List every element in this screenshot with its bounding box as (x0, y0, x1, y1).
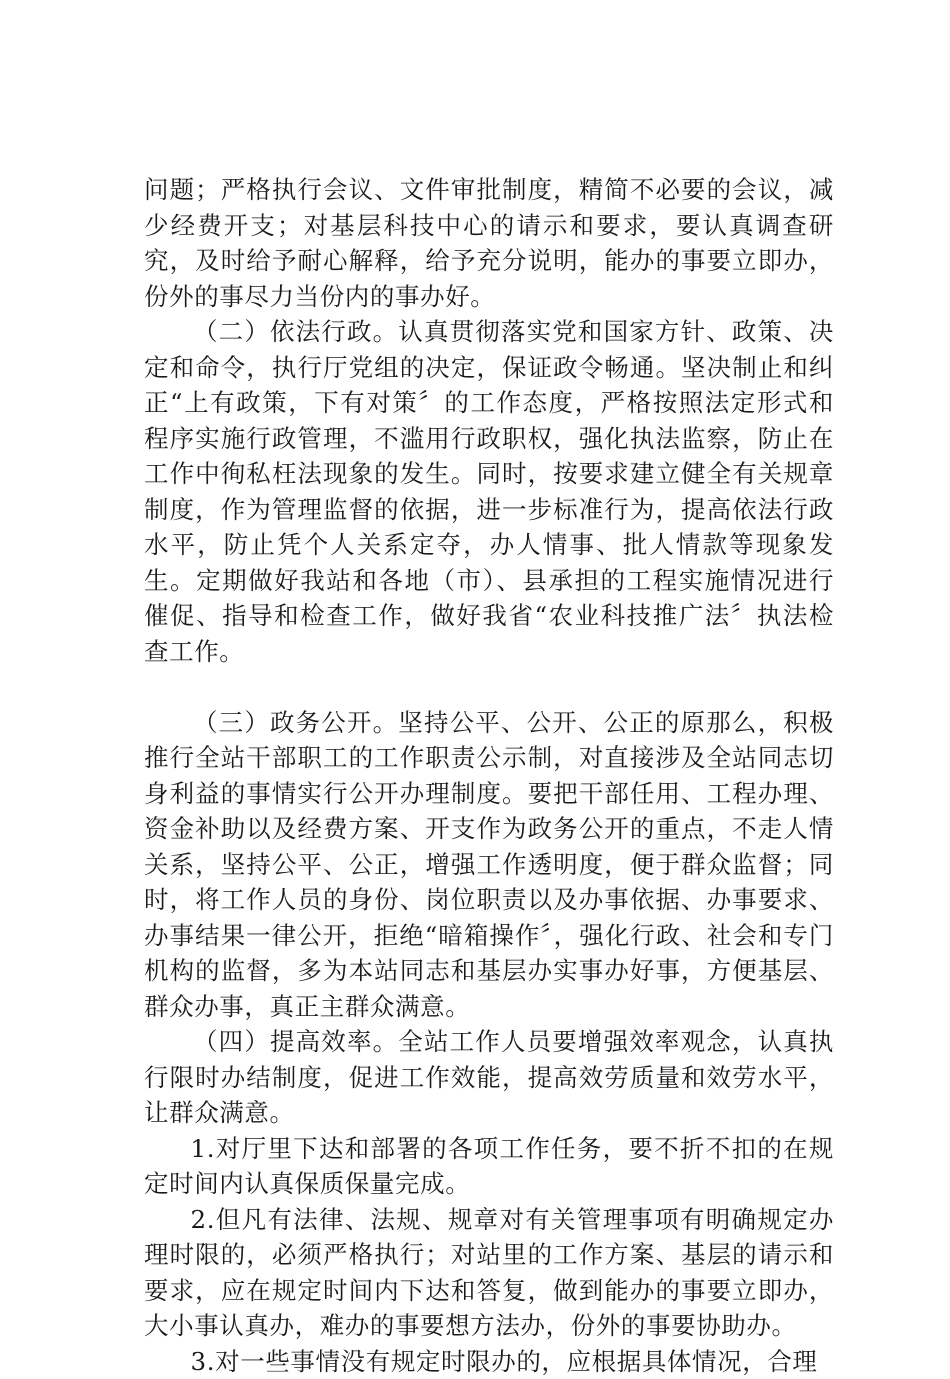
paragraph-government-affairs-openness: （三）政务公开。坚持公平、公开、公正的原那么，积极推行全站干部职工的工作职责公示制，对直接涉及全站同志切身利益的事情实行公开办理制度。要把干部任用、工程办理、资金补助以及经费方案、开支作为政务公开的重点，不走人情关系，坚持公平、公正，增强工作透明度，便于群众监督；同时，将工作人员的身份、岗位职责以及办事依据、办事要求、办事结果一律公开，拒绝“暗箱操作〞，强化行政、社会和专门机构的监督，多为本站同志和基层办实事办好事，方便基层、群众办事，真正主群众满意。 (144, 705, 834, 1025)
paragraph-improve-efficiency: （四）提高效率。全站工作人员要增强效率观念，认真执行限时办结制度，促进工作效能，提高效劳质量和效劳水平，让群众满意。 (144, 1024, 834, 1131)
paragraph-item-2: 2.但凡有法律、法规、规章对有关管理事项有明确规定办理时限的，必须严格执行；对站里的工作方案、基层的请示和要求，应在规定时间内下达和答复，做到能办的事要立即办，大小事认真办，难办的事要想方法办，份外的事要协助办。 (144, 1202, 834, 1344)
document-body (144, 172, 834, 1379)
paragraph-lawful-administration: （二）依法行政。认真贯彻落实党和国家方针、政策、决定和命令，执行厅党组的决定，保证政令畅通。坚决制止和纠正“上有政策，下有对策〞的工作态度，严格按照法定形式和程序实施行政管理，不滥用行政职权，强化执法监察，防止在工作中徇私枉法现象的发生。同时，按要求建立健全有关规章制度，作为管理监督的依据，进一步标准行为，提高依法行政水平，防止凭个人关系定夺，办人情事、批人情款等现象发生。定期做好我站和各地（市）、县承担的工程实施情况进行催促、指导和检查工作，做好我省“农业科技推广法〞执法检查工作。 (144, 314, 834, 669)
paragraph-spacer (144, 669, 834, 705)
paragraph-item-3: 3.对一些事情没有规定时限办的，应根据具体情况，合理 (144, 1344, 834, 1379)
paragraph-continuation: 问题；严格执行会议、文件审批制度，精简不必要的会议，减少经费开支；对基层科技中心的请示和要求，要认真调查研究，及时给予耐心解释，给予充分说明，能办的事要立即办，份外的事尽力当份内的事办好。 (144, 172, 834, 314)
paragraph-item-1: 1.对厅里下达和部署的各项工作任务，要不折不扣的在规定时间内认真保质保量完成。 (144, 1131, 834, 1202)
